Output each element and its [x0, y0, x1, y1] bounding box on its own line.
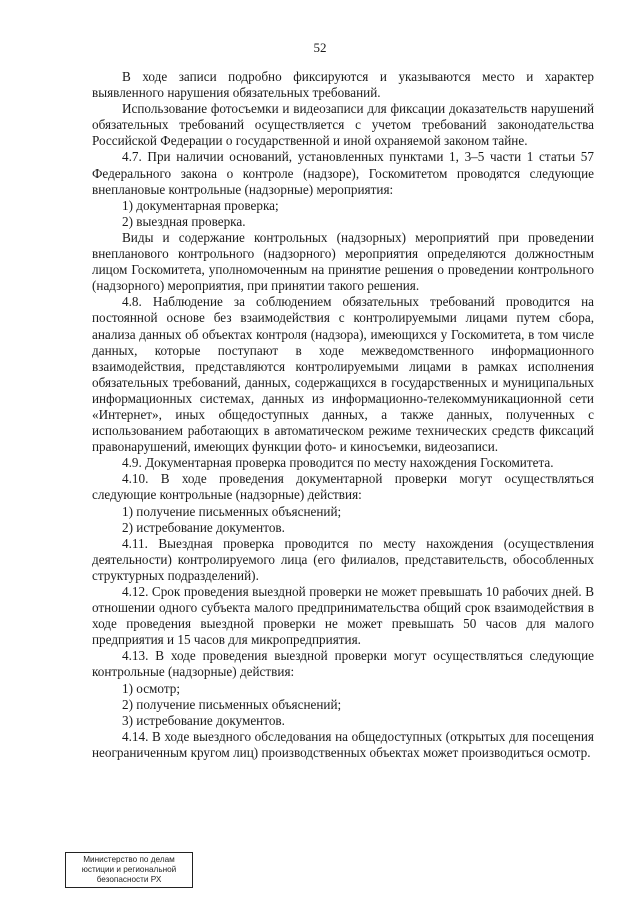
- stamp-line: юстиции и региональной: [81, 865, 177, 874]
- list-item: 2) выездная проверка.: [122, 213, 246, 229]
- paragraph: 4.11. Выездная проверка проводится по месту нахождения (осуществления деятельности) контролируемого лица (его филиалов, представительств, обособленных структурных подразделений).: [92, 535, 594, 583]
- document-body: [92, 69, 594, 761]
- list-item: 1) документарная проверка;: [122, 197, 279, 213]
- paragraph: Виды и содержание контрольных (надзорных) мероприятий при проведении внепланового контрольного (надзорного) мероприятия определяются должностным лицом Госкомитета, уполномоченным на принятие решения о проведении контрольного (надзорного) мероприятия, при принятии такого решения.: [92, 229, 594, 294]
- paragraph: 4.7. При наличии оснований, установленных пунктами 1, 3–5 части 1 статьи 57 Федерального закона о контроле (надзоре), Госкомитетом проводятся следующие внеплановые контрольные (надзорные) мероприятия:: [92, 149, 594, 197]
- list-item: 1) осмотр;: [122, 680, 181, 696]
- paragraph: 4.12. Срок проведения выездной проверки не может превышать 10 рабочих дней. В отношении одного субъекта малого предпринимательства общий срок взаимодействия в ходе проведения выездной проверки не может превышать 50 часов для малого предприятия и 15 часов для микропредприятия.: [92, 584, 594, 648]
- stamp-line: Министерство по делам: [83, 855, 175, 864]
- list-item: 2) получение письменных объяснений;: [122, 696, 342, 712]
- ministry-stamp: [65, 852, 193, 888]
- list-item: 3) истребование документов.: [122, 712, 285, 728]
- list-item: 2) истребование документов.: [122, 519, 285, 535]
- paragraph: 4.14. В ходе выездного обследования на общедоступных (открытых для посещения неограниченным кругом лиц) производственных объектах может производиться осмотр.: [92, 728, 594, 760]
- paragraph: 4.10. В ходе проведения документарной проверки могут осуществляться следующие контрольные (надзорные) действия:: [92, 471, 594, 503]
- paragraph: 4.9. Документарная проверка проводится по месту нахождения Госкомитета.: [122, 455, 554, 471]
- list-item: 1) получение письменных объяснений;: [122, 503, 342, 519]
- paragraph: 4.13. В ходе проведения выездной проверки могут осуществляться следующие контрольные (надзорные) действия:: [92, 648, 594, 680]
- paragraph: 4.8. Наблюдение за соблюдением обязательных требований проводится на постоянной основе без взаимодействия с контролируемыми лицами путем сбора, анализа данных об объектах контроля (надзора), имеющихся у Госкомитета, в том числе данных, которые поступают в ходе межведомственного информационного взаимодействия, представляются контролируемыми лицами в рамках исполнения обязательных требований, данных, содержащихся в государственных и муниципальных информационных системах, данных из информационно-телекоммуникационной сети «Интернет», иных общедоступных данных, а также данных, полученных с использованием работающих в автоматическом режиме технических средств фиксаций правонарушений, имеющих функции фото- и киносъемки, видеозаписи.: [92, 294, 594, 455]
- paragraph: В ходе записи подробно фиксируются и указываются место и характер выявленного нарушения обязательных требований.: [92, 69, 594, 101]
- stamp-line: безопасности РХ: [96, 875, 162, 884]
- paragraph: Использование фотосъемки и видеозаписи для фиксации доказательств нарушений обязательных требований осуществляется с учетом требований законодательства Российской Федерации о государственной и иной охраняемой законом тайне.: [92, 101, 594, 149]
- page-number: 52: [313, 40, 327, 55]
